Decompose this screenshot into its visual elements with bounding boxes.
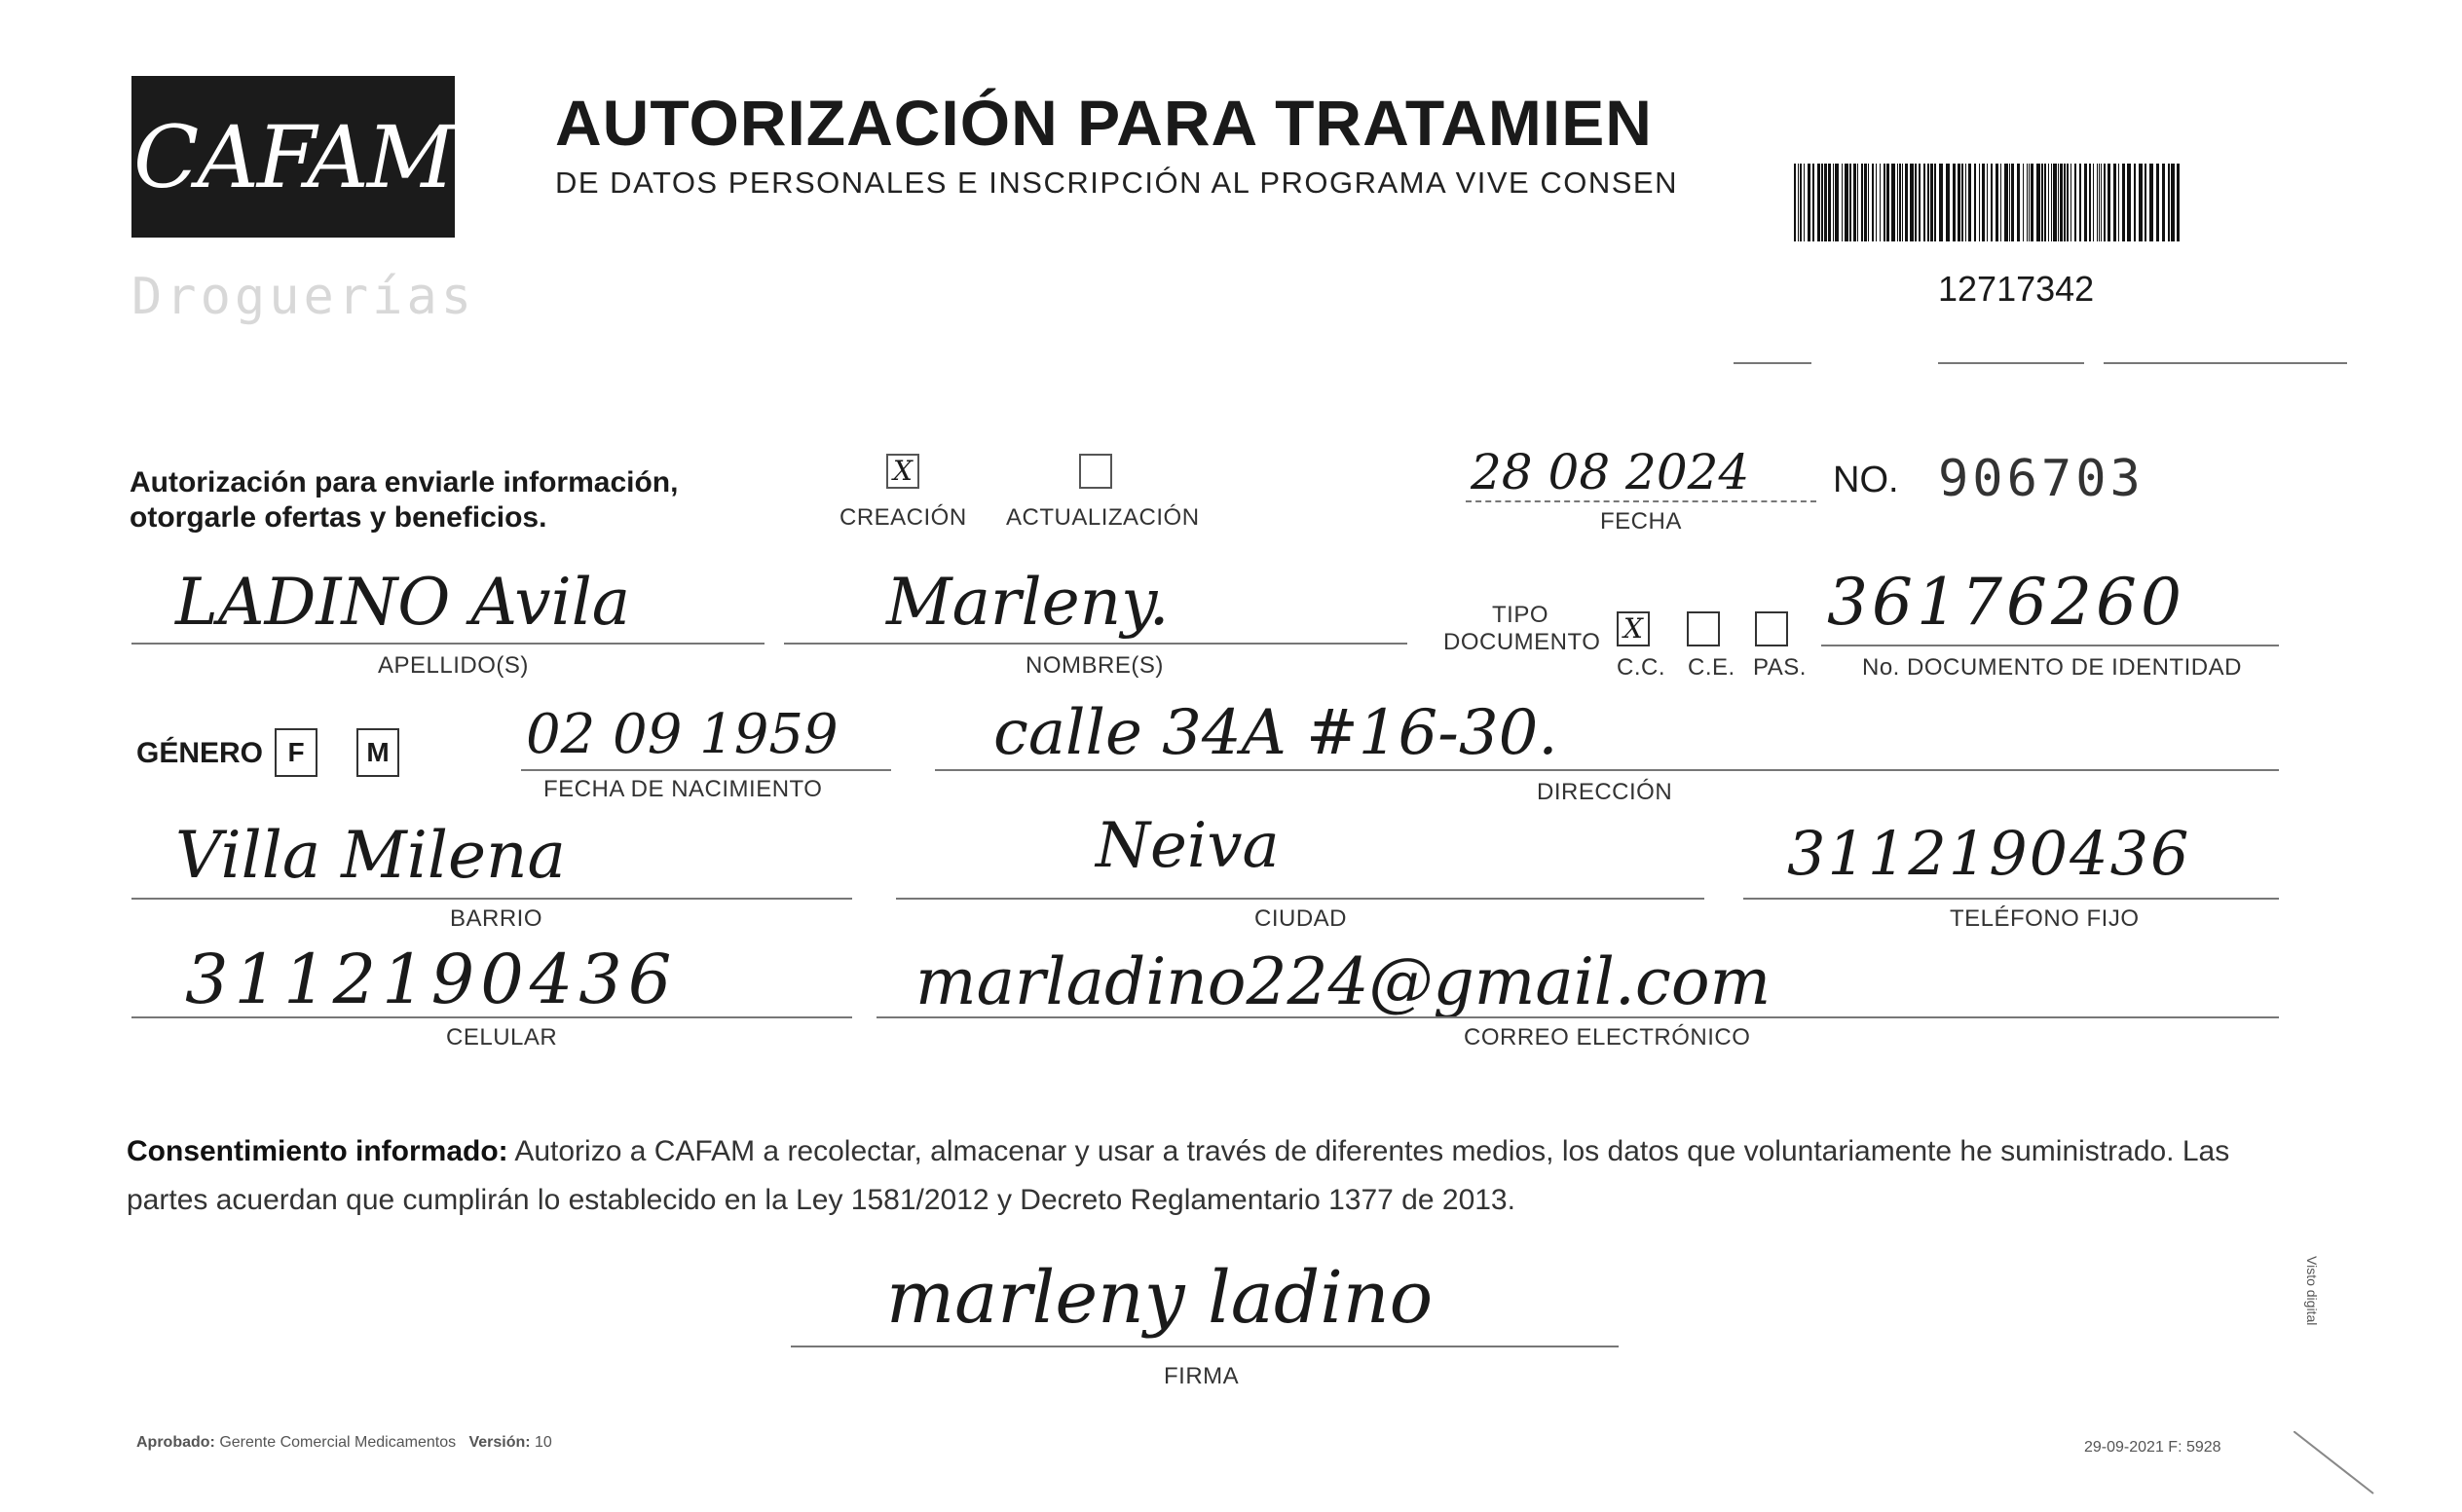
barcode-bar <box>1857 164 1858 241</box>
authorization-heading <box>130 465 678 535</box>
apellidos-value: LADINO Avila <box>175 565 631 640</box>
barcode-bar <box>1812 164 1814 241</box>
documento-line <box>1821 645 2279 646</box>
form-title: AUTORIZACIÓN PARA TRATAMIEN <box>555 87 1653 159</box>
nombres-value: Marleny. <box>886 565 1170 640</box>
logo-text: CAFAM <box>133 106 453 207</box>
barcode-bar <box>2048 164 2049 241</box>
signature-value: marleny ladino <box>886 1256 1434 1340</box>
genero-f-box[interactable] <box>275 728 317 777</box>
signature-label: FIRMA <box>1164 1363 1240 1389</box>
nombres-label: NOMBRE(S) <box>1026 652 1164 679</box>
version-value: 10 <box>535 1434 552 1451</box>
barcode-bar <box>2139 164 2143 241</box>
nacimiento-value: 02 09 1959 <box>526 703 839 766</box>
barcode-bar <box>2149 164 2153 241</box>
ce-label: C.E. <box>1688 654 1735 681</box>
genero-m-text: M <box>366 737 390 767</box>
cc-check-mark: X <box>1623 612 1643 645</box>
pas-checkbox[interactable] <box>1755 611 1788 646</box>
barcode-bar <box>2044 164 2046 241</box>
barcode-bar <box>1798 164 1799 241</box>
barcode-bar <box>1974 164 1976 241</box>
documento-value: 36176260 <box>1827 565 2185 640</box>
fecha-value: 28 08 2024 <box>1471 444 1750 500</box>
barcode-bar <box>1987 164 1988 241</box>
aprobado-value: Gerente Comercial Medicamentos <box>219 1434 457 1451</box>
footer-code: 29-09-2021 F: 5928 <box>2084 1439 2221 1456</box>
barcode-bar <box>1817 164 1820 241</box>
barcode-bar <box>1897 164 1898 241</box>
barcode-bar <box>1886 164 1889 241</box>
barcode-bar <box>1794 164 1796 241</box>
consent-text: Autorizo a CAFAM a recolectar, almacenar y usar a través de diferentes medios, los datos que voluntariamente he suministrado. Las partes acuerdan que cumplirán lo establecido en la Ley 1581/2012 y Decreto Reglamentario 1377 de 2013. <box>127 1135 2230 1216</box>
barcode-bar <box>2089 164 2091 241</box>
barrio-value: Villa Milena <box>175 818 566 893</box>
side-vertical-text: Visto digital <box>2304 1256 2320 1326</box>
actualizacion-label: ACTUALIZACIÓN <box>1006 504 1200 531</box>
barcode-bar <box>2060 164 2063 241</box>
barcode-bar <box>1953 164 1956 241</box>
nacimiento-line <box>521 769 891 771</box>
creacion-label: CREACIÓN <box>839 504 967 531</box>
fecha-line <box>1466 500 1816 502</box>
form-subtitle: DE DATOS PERSONALES E INSCRIPCIÓN AL PROGRAMA VIVE CONSEN <box>555 166 1678 200</box>
barcode-bar <box>2017 164 2020 241</box>
barcode-bar <box>2058 164 2059 241</box>
barcode-bar <box>2011 164 2014 241</box>
aprobado-label: Aprobado: <box>136 1434 215 1451</box>
creacion-checkbox[interactable] <box>886 454 919 489</box>
barcode-bar <box>1934 164 1936 241</box>
direccion-value: calle 34A #16-30. <box>993 697 1558 769</box>
corner-mark-line <box>2294 1431 2373 1494</box>
barcode-bar <box>1891 164 1895 241</box>
barrio-line <box>131 898 852 900</box>
barcode-bar <box>1849 164 1851 241</box>
fecha-label: FECHA <box>1600 508 1682 535</box>
apellidos-label: APELLIDO(S) <box>378 652 529 679</box>
faint-brand-text: Droguerías <box>131 268 476 326</box>
genero-m-box[interactable] <box>356 728 399 777</box>
nacimiento-label: FECHA DE NACIMIENTO <box>543 776 823 802</box>
barcode-bar <box>2074 164 2076 241</box>
barcode-bar <box>1872 164 1874 241</box>
barcode-bar <box>1968 164 1971 241</box>
barcode-bar <box>1979 164 1980 241</box>
barcode-bar <box>1824 164 1827 241</box>
barcode-bar <box>1996 164 1998 241</box>
barcode-bar <box>1868 164 1869 241</box>
barcode-bar <box>1835 164 1839 241</box>
barcode-bar <box>1930 164 1933 241</box>
cafam-logo <box>131 76 455 238</box>
nombres-line <box>784 643 1407 645</box>
barcode-bar <box>1939 164 1943 241</box>
barcode-bar <box>1864 164 1867 241</box>
barcode-bar <box>2041 164 2043 241</box>
barcode-bar <box>1915 164 1917 241</box>
barcode-bar <box>2031 164 2033 241</box>
no-label: NO. <box>1833 460 1899 500</box>
ce-checkbox[interactable] <box>1687 611 1720 646</box>
barcode-bar <box>2177 164 2180 241</box>
barcode-bar <box>2145 164 2146 241</box>
barcode-bar <box>1927 164 1929 241</box>
barcode-bar <box>2064 164 2066 241</box>
barcode-bar <box>2029 164 2030 241</box>
barcode-bar <box>2079 164 2081 241</box>
barcode-bar <box>2023 164 2024 241</box>
barcode <box>1794 164 2182 241</box>
pas-label: PAS. <box>1753 654 1807 681</box>
barcode-bar <box>2067 164 2069 241</box>
barcode-bar <box>1853 164 1856 241</box>
barcode-bar <box>1910 164 1914 241</box>
form-number: 906703 <box>1938 450 2145 508</box>
correo-value: marladino224@gmail.com <box>915 944 1772 1019</box>
barcode-bar <box>1884 164 1885 241</box>
barcode-bar <box>1899 164 1901 241</box>
barcode-bar <box>1828 164 1831 241</box>
documento-type-label: DOCUMENTO <box>1443 629 1601 655</box>
ciudad-line <box>896 898 1704 900</box>
barcode-bar <box>1902 164 1903 241</box>
barcode-bar <box>2053 164 2057 241</box>
cc-checkbox[interactable] <box>1617 611 1650 646</box>
celular-label: CELULAR <box>446 1024 558 1051</box>
barcode-bar <box>2134 164 2136 241</box>
version-label: Versión: <box>468 1434 531 1451</box>
divider-line <box>1938 362 2084 364</box>
telefono-line <box>1743 898 2279 900</box>
barcode-bar <box>2084 164 2087 241</box>
barcode-bar <box>1958 164 1960 241</box>
cc-label: C.C. <box>1617 654 1665 681</box>
barcode-bar <box>2122 164 2125 241</box>
barcode-number: 12717342 <box>1938 269 2095 309</box>
barcode-bar <box>1905 164 1908 241</box>
correo-line <box>877 1016 2279 1018</box>
barcode-bar <box>2118 164 2119 241</box>
barcode-bar <box>1965 164 1966 241</box>
apellidos-line <box>131 643 765 645</box>
direccion-label: DIRECCIÓN <box>1537 779 1673 805</box>
barcode-bar <box>2093 164 2094 241</box>
divider-line <box>2104 362 2347 364</box>
correo-label: CORREO ELECTRÓNICO <box>1464 1024 1751 1051</box>
barcode-bar <box>1861 164 1863 241</box>
barcode-bar <box>1845 164 1848 241</box>
barcode-bar <box>1946 164 1950 241</box>
consent-heading: Consentimiento informado: <box>127 1135 508 1167</box>
celular-line <box>131 1016 852 1018</box>
barcode-bar <box>2097 164 2098 241</box>
barcode-bar <box>1876 164 1877 241</box>
corner-mark <box>2294 1431 2381 1499</box>
barcode-bar <box>1961 164 1963 241</box>
celular-value: 3112190436 <box>185 940 678 1019</box>
barcode-bar <box>2171 164 2175 241</box>
barcode-bar <box>1880 164 1881 241</box>
barcode-bar <box>2027 164 2028 241</box>
actualizacion-checkbox[interactable] <box>1079 454 1112 489</box>
barcode-bar <box>1800 164 1802 241</box>
barcode-bar <box>1923 164 1925 241</box>
authorization-heading-line1: Autorización para enviarle información, <box>130 466 679 498</box>
ciudad-value: Neiva <box>1096 810 1280 882</box>
barcode-bar <box>1982 164 1985 241</box>
barcode-bar <box>1991 164 1993 241</box>
barcode-bar <box>2000 164 2001 241</box>
documento-label: No. DOCUMENTO DE IDENTIDAD <box>1862 654 2242 681</box>
divider-line <box>1734 362 1811 364</box>
barcode-bar <box>2162 164 2165 241</box>
creacion-check-mark: X <box>893 455 913 487</box>
signature-line <box>791 1346 1619 1347</box>
barcode-bar <box>2168 164 2170 241</box>
telefono-value: 3112190436 <box>1787 818 2191 889</box>
barcode-bar <box>2101 164 2102 241</box>
barcode-bar <box>2113 164 2116 241</box>
barcode-bar <box>1919 164 1921 241</box>
barcode-bar <box>1804 164 1805 241</box>
barcode-bar <box>2108 164 2110 241</box>
authorization-heading-line2: otorgarle ofertas y beneficios. <box>130 501 547 534</box>
consent-paragraph <box>127 1127 2289 1225</box>
barcode-bar <box>2156 164 2159 241</box>
telefono-label: TELÉFONO FIJO <box>1950 905 2140 932</box>
barrio-label: BARRIO <box>450 905 543 932</box>
genero-label: GÉNERO <box>136 737 264 769</box>
ciudad-label: CIUDAD <box>1254 905 1348 932</box>
genero-f-text: F <box>287 737 305 767</box>
barcode-bar <box>1821 164 1823 241</box>
tipo-label: TIPO <box>1492 602 1549 628</box>
barcode-bar <box>1808 164 1810 241</box>
barcode-bar <box>2051 164 2052 241</box>
barcode-bar <box>1842 164 1843 241</box>
barcode-bar <box>2127 164 2131 241</box>
footer-left <box>136 1434 552 1452</box>
barcode-bar <box>2070 164 2071 241</box>
direccion-line <box>935 769 2279 771</box>
barcode-bar <box>1833 164 1834 241</box>
barcode-bar <box>2009 164 2010 241</box>
barcode-bar <box>2036 164 2040 241</box>
barcode-bar <box>2099 164 2100 241</box>
barcode-bar <box>2104 164 2106 241</box>
barcode-bar <box>2004 164 2008 241</box>
